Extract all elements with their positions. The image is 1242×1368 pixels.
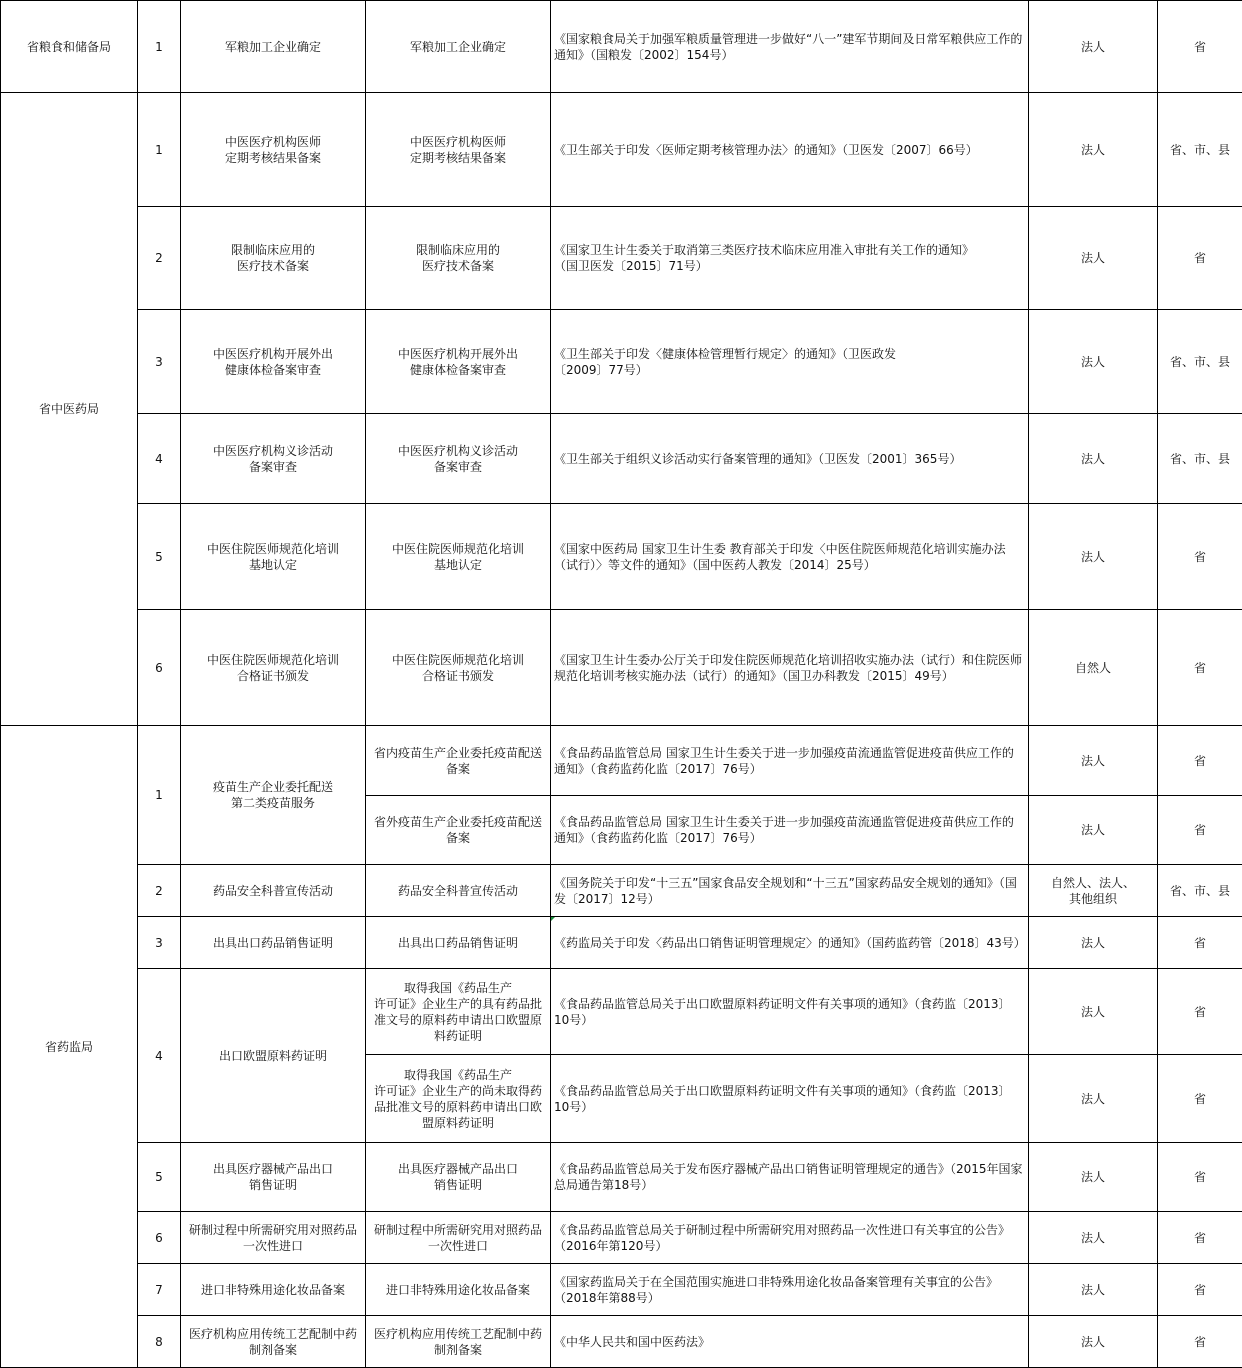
item-number-cell: 5 [138,504,181,610]
item-name-cell: 军粮加工企业确定 [181,1,366,93]
sub-item-cell: 省内疫苗生产企业委托疫苗配送备案 [366,726,551,796]
legal-basis-cell: 《国家卫生计生委关于取消第三类医疗技术临床应用准入审批有关工作的通知》 （国卫医发〔2015〕71号） [551,207,1029,310]
level-cell: 省 [1158,917,1242,969]
sub-item-cell: 中医医疗机构医师 定期考核结果备案 [366,93,551,207]
legal-basis-cell: 《国家粮食局关于加强军粮质量管理进一步做好“八一”建军节期间及日常军粮供应工作的通知》（国粮发〔2002〕154号） [551,1,1029,93]
target-cell: 法人 [1029,796,1158,865]
sub-item-cell: 取得我国《药品生产 许可证》企业生产的具有药品批准文号的原料药申请出口欧盟原料药证明 [366,969,551,1055]
level-cell: 省 [1158,504,1242,610]
level-cell: 省、市、县 [1158,865,1242,917]
table-row [1,504,1242,610]
item-name-cell: 出口欧盟原料药证明 [181,969,366,1143]
table-row [1,1143,1242,1212]
table-row [1,310,1242,414]
target-cell: 法人 [1029,1,1158,93]
item-number-cell: 2 [138,865,181,917]
table-row [1,610,1242,726]
legal-basis-cell: 《食品药品监管总局 国家卫生计生委关于进一步加强疫苗流通监管促进疫苗供应工作的通知》（食药监药化监〔2017〕76号） [551,796,1029,865]
table-row [1,414,1242,504]
sub-item-cell: 中医医疗机构义诊活动 备案审查 [366,414,551,504]
legal-basis-cell: 《药监局关于印发〈药品出口销售证明管理规定〉的通知》（国药监药管〔2018〕43号） [551,917,1029,969]
target-cell: 自然人、法人、 其他组织 [1029,865,1158,917]
level-cell: 省、市、县 [1158,310,1242,414]
legal-basis-cell: 《食品药品监管总局关于出口欧盟原料药证明文件有关事项的通知》（食药监〔2013〕10号） [551,969,1029,1055]
item-name-cell: 中医住院医师规范化培训 合格证书颁发 [181,610,366,726]
target-cell: 法人 [1029,1316,1158,1368]
legal-basis-cell: 《国家药监局关于在全国范围实施进口非特殊用途化妆品备案管理有关事宜的公告》（2018年第88号） [551,1264,1029,1316]
target-cell: 法人 [1029,93,1158,207]
target-cell: 法人 [1029,969,1158,1055]
level-cell: 省 [1158,1143,1242,1212]
sub-item-cell: 取得我国《药品生产 许可证》企业生产的尚未取得药品批准文号的原料药申请出口欧盟原料药证明 [366,1055,551,1143]
table-row [1,917,1242,969]
department-cell: 省粮食和储备局 [1,1,138,93]
legal-basis-cell: 《中华人民共和国中医药法》 [551,1316,1029,1368]
item-name-cell: 出具出口药品销售证明 [181,917,366,969]
target-cell: 自然人 [1029,610,1158,726]
item-name-cell: 中医医疗机构医师 定期考核结果备案 [181,93,366,207]
legal-basis-cell: 《国务院关于印发“十三五”国家食品安全规划和“十三五”国家药品安全规划的通知》（国发〔2017〕12号） [551,865,1029,917]
target-cell: 法人 [1029,414,1158,504]
table-row [1,93,1242,207]
item-name-cell: 药品安全科普宣传活动 [181,865,366,917]
target-cell: 法人 [1029,1143,1158,1212]
legal-basis-cell: 《卫生部关于印发〈医师定期考核管理办法〉的通知》（卫医发〔2007〕66号） [551,93,1029,207]
table-body [1,1,1242,1368]
item-number-cell: 1 [138,93,181,207]
item-name-cell: 中医住院医师规范化培训 基地认定 [181,504,366,610]
level-cell: 省、市、县 [1158,414,1242,504]
sub-item-cell: 研制过程中所需研究用对照药品一次性进口 [366,1212,551,1264]
item-number-cell: 4 [138,414,181,504]
target-cell: 法人 [1029,310,1158,414]
sub-item-cell: 中医住院医师规范化培训 基地认定 [366,504,551,610]
table-row [1,865,1242,917]
legal-basis-cell: 《卫生部关于印发〈健康体检管理暂行规定〉的通知》（卫医政发 〔2009〕77号） [551,310,1029,414]
legal-basis-cell: 《食品药品监管总局 国家卫生计生委关于进一步加强疫苗流通监管促进疫苗供应工作的通知》（食药监药化监〔2017〕76号） [551,726,1029,796]
level-cell: 省 [1158,796,1242,865]
level-cell: 省 [1158,1,1242,93]
item-number-cell: 1 [138,726,181,865]
level-cell: 省 [1158,1055,1242,1143]
level-cell: 省、市、县 [1158,93,1242,207]
table-row [1,726,1242,796]
table-row [1,1316,1242,1368]
comment-marker-icon [551,917,555,921]
legal-basis-cell: 《卫生部关于组织义诊活动实行备案管理的通知》（卫医发〔2001〕365号） [551,414,1029,504]
sub-item-cell: 限制临床应用的 医疗技术备案 [366,207,551,310]
legal-basis-cell: 《食品药品监管总局关于研制过程中所需研究用对照药品一次性进口有关事宜的公告》（2016年第120号） [551,1212,1029,1264]
target-cell: 法人 [1029,917,1158,969]
item-number-cell: 4 [138,969,181,1143]
item-number-cell: 5 [138,1143,181,1212]
item-number-cell: 6 [138,610,181,726]
item-name-cell: 医疗机构应用传统工艺配制中药制剂备案 [181,1316,366,1368]
target-cell: 法人 [1029,207,1158,310]
legal-basis-cell: 《食品药品监管总局关于出口欧盟原料药证明文件有关事项的通知》（食药监〔2013〕10号） [551,1055,1029,1143]
item-name-cell: 中医医疗机构开展外出 健康体检备案审查 [181,310,366,414]
table-row [1,1,1242,93]
level-cell: 省 [1158,207,1242,310]
item-number-cell: 2 [138,207,181,310]
item-number-cell: 3 [138,310,181,414]
table-row [1,1264,1242,1316]
item-name-cell: 研制过程中所需研究用对照药品一次性进口 [181,1212,366,1264]
sub-item-cell: 中医医疗机构开展外出 健康体检备案审查 [366,310,551,414]
item-number-cell: 6 [138,1212,181,1264]
legal-basis-cell: 《国家中医药局 国家卫生计生委 教育部关于印发〈中医住院医师规范化培训实施办法（试行）〉等文件的通知》（国中医药人教发〔2014〕25号） [551,504,1029,610]
table-row [1,1212,1242,1264]
level-cell: 省 [1158,1212,1242,1264]
item-number-cell: 8 [138,1316,181,1368]
sub-item-cell: 军粮加工企业确定 [366,1,551,93]
level-cell: 省 [1158,1264,1242,1316]
department-cell: 省中医药局 [1,93,138,726]
level-cell: 省 [1158,1316,1242,1368]
sub-item-cell: 进口非特殊用途化妆品备案 [366,1264,551,1316]
item-name-cell: 疫苗生产企业委托配送 第二类疫苗服务 [181,726,366,865]
target-cell: 法人 [1029,1212,1158,1264]
target-cell: 法人 [1029,726,1158,796]
sub-item-cell: 出具医疗器械产品出口 销售证明 [366,1143,551,1212]
item-number-cell: 7 [138,1264,181,1316]
item-name-cell: 出具医疗器械产品出口 销售证明 [181,1143,366,1212]
target-cell: 法人 [1029,1264,1158,1316]
legal-basis-cell: 《国家卫生计生委办公厅关于印发住院医师规范化培训招收实施办法（试行）和住院医师规范化培训考核实施办法（试行）的通知》（国卫办科教发〔2015〕49号） [551,610,1029,726]
item-number-cell: 1 [138,1,181,93]
sub-item-cell: 医疗机构应用传统工艺配制中药制剂备案 [366,1316,551,1368]
item-name-cell: 进口非特殊用途化妆品备案 [181,1264,366,1316]
sub-item-cell: 中医住院医师规范化培训 合格证书颁发 [366,610,551,726]
level-cell: 省 [1158,726,1242,796]
table-row [1,969,1242,1055]
sub-item-cell: 药品安全科普宣传活动 [366,865,551,917]
sub-item-cell: 省外疫苗生产企业委托疫苗配送备案 [366,796,551,865]
table-row [1,207,1242,310]
target-cell: 法人 [1029,504,1158,610]
item-name-cell: 限制临床应用的 医疗技术备案 [181,207,366,310]
level-cell: 省 [1158,610,1242,726]
item-name-cell: 中医医疗机构义诊活动 备案审查 [181,414,366,504]
level-cell: 省 [1158,969,1242,1055]
item-number-cell: 3 [138,917,181,969]
target-cell: 法人 [1029,1055,1158,1143]
legal-basis-cell: 《食品药品监管总局关于发布医疗器械产品出口销售证明管理规定的通告》（2015年国家总局通告第18号） [551,1143,1029,1212]
department-cell: 省药监局 [1,726,138,1368]
sub-item-cell: 出具出口药品销售证明 [366,917,551,969]
